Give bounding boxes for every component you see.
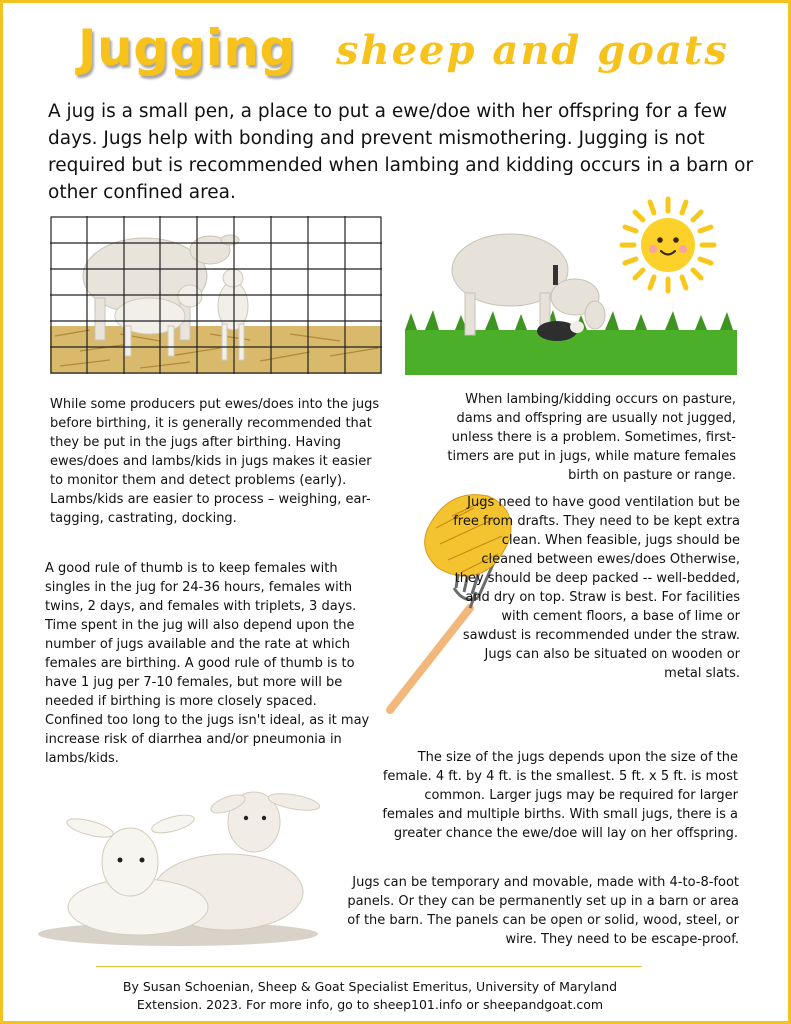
page-title: Jugging bbox=[78, 19, 296, 77]
sun-icon bbox=[618, 195, 718, 295]
ewe-lambs-jug-photo bbox=[50, 216, 382, 374]
rule-of-thumb-paragraph: A good rule of thumb is to keep females with singles in the jug for 24-36 hours, females with twins, 2 days, and females with triplets, 3 days. Time spent in the jug will also depend upon the number of jugs available and the rate at which females are birthing. A good rule of thumb is to have 1 jug per 7-10 females, but more will be needed if birthing is more closely spaced. Confined too long to the jugs isn't ideal, as it may increase risk of diarrhea and/or pneumonia in lambs/kids. bbox=[45, 561, 370, 766]
ventilation-paragraph: Jugs need to have good ventilation but be free from drafts. They need to be kept extra clean. When feasible, jugs should be cleaned between ewes/does Otherwise, they should be deep packed -- well-bedded, and dry on top. Straw is best. For facilities with cement floors, a base of lime or sawdust is recommended under the straw. Jugs can also be situated on wooden or metal slats. bbox=[453, 495, 740, 681]
lambs-lying-photo bbox=[28, 782, 333, 952]
page-subtitle: sheep and goats bbox=[336, 27, 729, 74]
jug-size-paragraph: The size of the jugs depends upon the size of the female. 4 ft. by 4 ft. is the smallest. 5 ft. x 5 ft. is most common. Larger jugs may be required for larger females and multiple births. With small jugs, there is a greater chance the ewe/doe will lay on her offspring. bbox=[382, 750, 738, 841]
panels-paragraph: Jugs can be temporary and movable, made with 4-to-8-foot panels. Or they can be permanently set up in a barn or area of the barn. The panels can be open or solid, wood, steel, or wire. They need to be escape-proof. bbox=[347, 875, 739, 947]
footer-divider bbox=[96, 966, 642, 967]
birthing-timing-paragraph: While some producers put ewes/does into the jugs before birthing, it is generally recommended that they be put in the jugs after birthing. Having ewes/does and lambs/kids in jugs makes it easier to monitor them and detect problems (early). Lambs/kids are easier to process – weighing, ear-tagging, castrating, docking. bbox=[50, 397, 380, 526]
footer-credit: By Susan Schoenian, Sheep & Goat Specialist Emeritus, University of Maryland Extension. 2023. For more info, go to sheep101.info or sheepandgoat.com bbox=[122, 979, 618, 1012]
intro-paragraph: A jug is a small pen, a place to put a ewe/doe with her offspring for a few days. Jugs help with bonding and prevent mismothering. Jugging is not required but is recommended when lambing and kidding occurs in a barn or other confined area. bbox=[48, 101, 754, 203]
pasture-paragraph: When lambing/kidding occurs on pasture, dams and offspring are usually not jugged, unless there is a problem. Sometimes, first-timers are put in jugs, while mature females birth on pasture or range. bbox=[447, 392, 736, 483]
